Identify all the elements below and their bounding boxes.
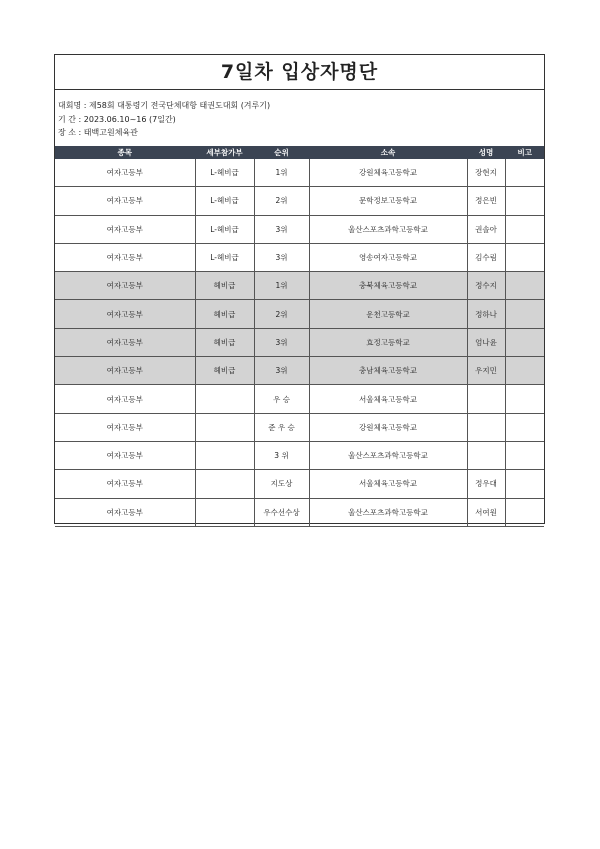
cell-division: 헤비급: [195, 357, 254, 385]
cell-event: 여자고등부: [55, 272, 195, 300]
col-header-name: 성명: [467, 147, 505, 159]
cell-remarks: [505, 498, 544, 526]
cell-rank: 2위: [254, 300, 309, 328]
results-sheet: [54, 54, 545, 524]
cell-rank: 준 우 승: [254, 413, 309, 441]
cell-event: 여자고등부: [55, 357, 195, 385]
cell-rank: 3위: [254, 215, 309, 243]
table-row: [55, 187, 544, 215]
cell-remarks: [505, 215, 544, 243]
cell-rank: 우 승: [254, 385, 309, 413]
cell-event: 여자고등부: [55, 441, 195, 469]
cell-rank: 3위: [254, 243, 309, 271]
cell-affiliation: 강원체육고등학교: [309, 159, 467, 187]
event-period: 기 간 : 2023.06.10~16 (7일간): [58, 115, 176, 124]
cell-division: [195, 413, 254, 441]
cell-name: 김수림: [467, 243, 505, 271]
table-row: [55, 385, 544, 413]
table-row: [55, 413, 544, 441]
cell-division: [195, 385, 254, 413]
cell-affiliation: 충북체육고등학교: [309, 272, 467, 300]
cell-event: 여자고등부: [55, 243, 195, 271]
event-venue: 장 소 : 태백고원체육관: [58, 128, 138, 137]
cell-division: 헤비급: [195, 300, 254, 328]
cell-remarks: [505, 159, 544, 187]
results-table: [55, 146, 544, 527]
cell-rank: 2위: [254, 187, 309, 215]
table-row: [55, 243, 544, 271]
cell-name: [467, 413, 505, 441]
cell-division: L-헤비급: [195, 159, 254, 187]
cell-name: 우지민: [467, 357, 505, 385]
cell-name: [467, 385, 505, 413]
cell-remarks: [505, 187, 544, 215]
cell-rank: 3위: [254, 357, 309, 385]
page-title: 7일차 입상자명단: [55, 55, 544, 90]
cell-name: 정우대: [467, 470, 505, 498]
table-header-row: [55, 147, 544, 159]
cell-event: 여자고등부: [55, 300, 195, 328]
cell-division: 헤비급: [195, 272, 254, 300]
cell-event: 여자고등부: [55, 470, 195, 498]
table-row: [55, 441, 544, 469]
cell-division: [195, 470, 254, 498]
cell-remarks: [505, 385, 544, 413]
cell-affiliation: 울산스포츠과학고등학교: [309, 215, 467, 243]
cell-event: 여자고등부: [55, 385, 195, 413]
cell-remarks: [505, 413, 544, 441]
table-row: [55, 215, 544, 243]
cell-affiliation: 울산스포츠과학고등학교: [309, 441, 467, 469]
table-row: [55, 498, 544, 526]
cell-affiliation: 충남체육고등학교: [309, 357, 467, 385]
cell-division: 헤비급: [195, 328, 254, 356]
cell-event: 여자고등부: [55, 187, 195, 215]
table-row: [55, 159, 544, 187]
cell-affiliation: 운천고등학교: [309, 300, 467, 328]
col-header-remarks: 비고: [505, 147, 544, 159]
col-header-division: 세부참가부: [195, 147, 254, 159]
cell-event: 여자고등부: [55, 498, 195, 526]
cell-event: 여자고등부: [55, 215, 195, 243]
cell-name: 서여원: [467, 498, 505, 526]
cell-affiliation: 문학정보고등학교: [309, 187, 467, 215]
cell-name: [467, 441, 505, 469]
cell-division: [195, 498, 254, 526]
cell-name: 엄나윤: [467, 328, 505, 356]
cell-rank: 3위: [254, 328, 309, 356]
cell-division: L-헤비급: [195, 187, 254, 215]
col-header-event: 종목: [55, 147, 195, 159]
cell-name: 정수지: [467, 272, 505, 300]
cell-remarks: [505, 328, 544, 356]
cell-remarks: [505, 357, 544, 385]
cell-affiliation: 서울체육고등학교: [309, 470, 467, 498]
cell-affiliation: 효정고등학교: [309, 328, 467, 356]
cell-remarks: [505, 470, 544, 498]
cell-division: L-헤비급: [195, 215, 254, 243]
cell-name: 권솔아: [467, 215, 505, 243]
cell-affiliation: 울산스포츠과학고등학교: [309, 498, 467, 526]
cell-rank: 1위: [254, 159, 309, 187]
cell-affiliation: 서울체육고등학교: [309, 385, 467, 413]
table-row: [55, 272, 544, 300]
col-header-affiliation: 소속: [309, 147, 467, 159]
table-row: [55, 357, 544, 385]
col-header-rank: 순위: [254, 147, 309, 159]
cell-rank: 1위: [254, 272, 309, 300]
event-name: 대회명 : 제58회 대통령기 전국단체대항 태권도대회 (겨루기): [58, 101, 271, 110]
cell-division: [195, 441, 254, 469]
table-row: [55, 300, 544, 328]
cell-division: L-헤비급: [195, 243, 254, 271]
cell-name: 정은빈: [467, 187, 505, 215]
cell-rank: 우수선수상: [254, 498, 309, 526]
table-row: [55, 328, 544, 356]
cell-remarks: [505, 272, 544, 300]
table-row: [55, 470, 544, 498]
cell-affiliation: 강원체육고등학교: [309, 413, 467, 441]
cell-remarks: [505, 300, 544, 328]
cell-rank: 지도상: [254, 470, 309, 498]
cell-name: 장현지: [467, 159, 505, 187]
cell-remarks: [505, 441, 544, 469]
cell-affiliation: 영송여자고등학교: [309, 243, 467, 271]
cell-rank: 3 위: [254, 441, 309, 469]
cell-event: 여자고등부: [55, 413, 195, 441]
cell-event: 여자고등부: [55, 328, 195, 356]
cell-name: 정하나: [467, 300, 505, 328]
cell-remarks: [505, 243, 544, 271]
cell-event: 여자고등부: [55, 159, 195, 187]
